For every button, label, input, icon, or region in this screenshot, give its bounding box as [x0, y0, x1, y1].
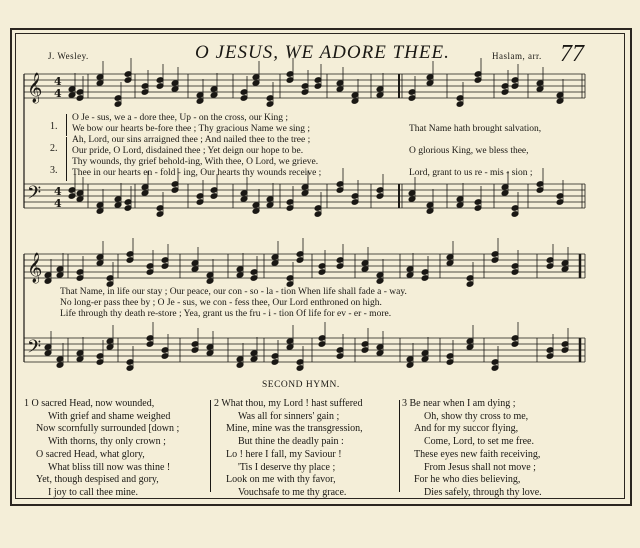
hymn-title: O JESUS, WE ADORE THEE.: [195, 42, 450, 63]
lyric-line: O Je - sus, we a - dore thee, Up - on the cross, our King ;: [72, 113, 289, 123]
treble-clef: 𝄞: [27, 253, 43, 283]
stanza-line: I joy to call thee mine.: [48, 486, 138, 498]
time-signature: 4: [54, 87, 62, 100]
page-number: 77: [560, 41, 584, 67]
refrain-line: O glorious King, we bless thee,: [409, 146, 529, 156]
second-hymn-title: SECOND HYMN.: [262, 380, 340, 390]
lyric-line: No long-er pass thee by ; O Je - sus, we con - fess thee, Our Lord enthroned on high.: [60, 298, 382, 308]
verse-number-1: 1.: [50, 121, 58, 132]
time-signature: 4: [54, 75, 62, 88]
column-divider: [399, 400, 400, 492]
stanza-line: Oh, show thy cross to me,: [424, 410, 529, 422]
treble-clef: 𝄞: [27, 73, 43, 103]
stanza-line: Mine, mine was the transgression,: [226, 423, 363, 435]
stanza-line: What bliss till now was thine !: [48, 461, 171, 473]
verse-number-2: 2.: [50, 143, 58, 154]
stanza-line: These eyes new faith receiving,: [414, 448, 541, 460]
time-signature: 4: [54, 185, 62, 198]
verse-bracket: [66, 137, 71, 159]
stanza-line: From Jesus shall not move ;: [424, 461, 536, 473]
bass-clef: 𝄢: [27, 337, 42, 362]
stanza-line: Was all for sinners' gain ;: [238, 410, 340, 422]
stanza-line: 2 What thou, my Lord ! hast suffered: [214, 398, 363, 409]
arranger-credit: Haslam, arr.: [492, 51, 542, 61]
stanza-line: Dies safely, through thy love.: [424, 486, 542, 498]
verse-bracket: [66, 159, 71, 181]
stanza-line: But thine the deadly pain :: [238, 436, 344, 448]
stanza-line: Look on me with thy favor,: [226, 474, 336, 486]
stanza-line: O sacred Head, what glory,: [36, 448, 145, 460]
lyric-line: That Name, in life our stay ; Our peace, our con - so - la - tion When life shall fade a - way.: [60, 287, 407, 297]
stanza-line: 3 Be near when I am dying ;: [402, 398, 516, 409]
stanza-1: [24, 398, 179, 500]
stanza-line: Now scornfully surrounded [down ;: [36, 423, 180, 435]
stanza-line: 1 O sacred Head, now wounded,: [24, 398, 155, 409]
verse-bracket: [66, 114, 71, 136]
stanza-line: 'Tis I deserve thy place ;: [238, 461, 336, 473]
refrain-line: Lord, grant to us re - mis - sion ;: [409, 168, 533, 178]
stanza-2: [214, 398, 363, 500]
lyric-line: Life through thy death re-store ; Yea, grant us the fru - i - tion Of life for ev - er - more.: [60, 309, 392, 319]
stanza-line: Yet, though despised and gory,: [36, 474, 159, 486]
lyricist-credit: J. Wesley.: [48, 51, 89, 61]
lyric-line: Ah, Lord, our sins arraigned thee ; And nailed thee to the tree ;: [72, 135, 311, 145]
stanza-3: [402, 398, 542, 500]
stanza-line: Lo ! here I fall, my Saviour !: [226, 448, 342, 460]
stanza-line: Come, Lord, to set me free.: [424, 436, 534, 448]
lyric-line: Thy wounds, thy grief behold-ing, With thee, O Lord, we grieve.: [72, 157, 319, 167]
stanza-line: With grief and shame weighed: [48, 410, 171, 422]
time-signature: 4: [54, 197, 62, 210]
lyric-line: We bow our hearts be-fore thee ; Thy gracious Name we sing ;: [72, 124, 311, 134]
stanza-line: With thorns, thy only crown ;: [48, 436, 166, 448]
stanza-line: For he who dies believing,: [414, 474, 521, 486]
bass-clef: 𝄢: [27, 183, 42, 208]
refrain-line: That Name hath brought salvation,: [409, 124, 542, 134]
column-divider: [210, 400, 211, 492]
lyric-line: Thee in our hearts en - fold - ing, Our hearts thy wounds receive ;: [72, 168, 322, 178]
stanza-line: Vouchsafe to me thy grace.: [238, 486, 347, 498]
stanza-line: And for my succor flying,: [414, 423, 519, 435]
lyric-line: Our pride, O Lord, disdained thee ; Yet deign our hope to be.: [72, 146, 304, 156]
verse-number-3: 3.: [50, 165, 58, 176]
